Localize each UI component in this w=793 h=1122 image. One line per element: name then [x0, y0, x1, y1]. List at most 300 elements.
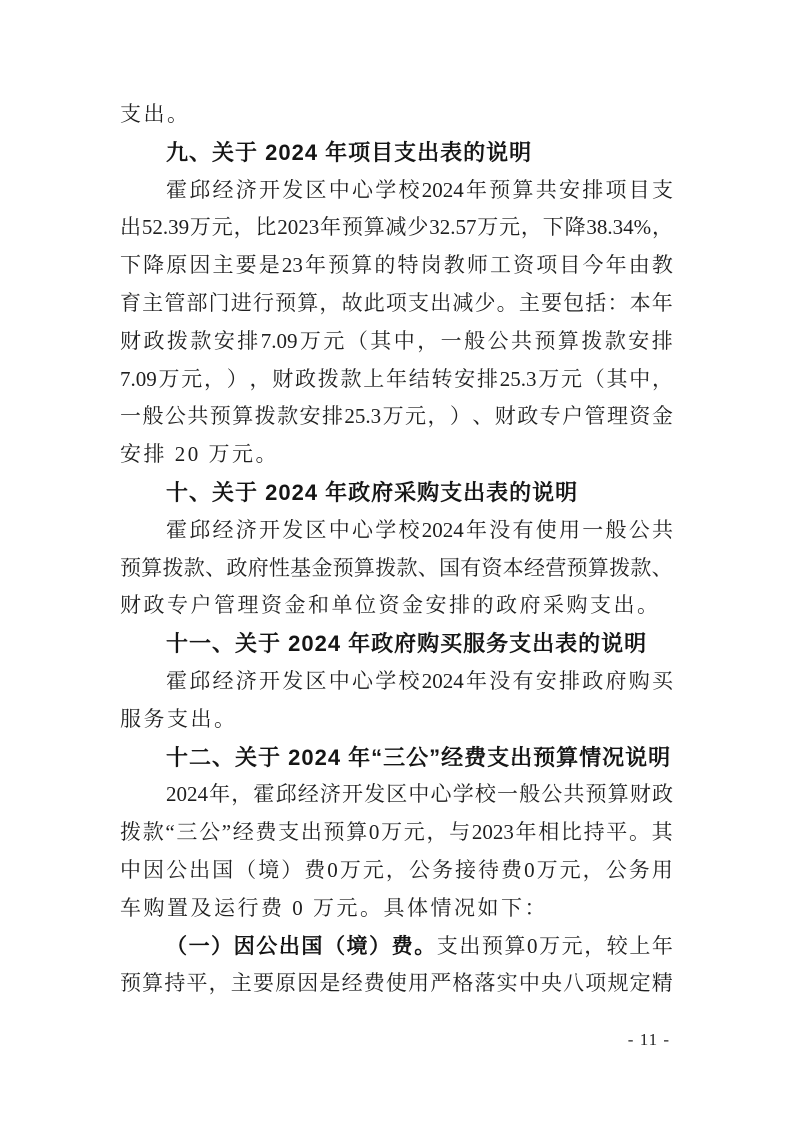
text-run: 。: [628, 820, 650, 845]
text-run: 中: [393, 328, 415, 353]
text-run: 元: [405, 404, 426, 429]
text-line: [120, 323, 673, 361]
text-run: 万: [477, 215, 499, 240]
text-run: 一: [440, 328, 462, 353]
text-run: 的: [374, 253, 396, 278]
text-run: 23: [281, 253, 303, 278]
para-section-10-government-procurement: [120, 512, 673, 625]
text-run: 规: [607, 971, 629, 996]
text-run: 开: [259, 517, 280, 542]
text-line: [120, 928, 673, 966]
text-run: 发: [282, 517, 304, 542]
text-run: 年: [651, 933, 673, 958]
text-run: 中: [328, 177, 350, 202]
text-run: 元: [211, 215, 233, 240]
text-line: [120, 663, 673, 701]
text-run: 算: [512, 177, 534, 202]
text-run: 原: [166, 253, 188, 278]
text-run: 元: [499, 215, 521, 240]
text-run: 项: [385, 290, 407, 315]
text-run: 由: [628, 253, 650, 278]
text-run: 霍: [166, 177, 187, 202]
text-run: 使: [385, 971, 407, 996]
text-run: 要: [252, 971, 274, 996]
text-run: 岗: [420, 253, 442, 278]
bold-run: 一: [188, 933, 210, 958]
text-line: [120, 890, 673, 928]
text-run: 万: [189, 215, 211, 240]
text-line: [120, 209, 673, 247]
text-run: 资: [629, 404, 651, 429]
text-run: 款: [183, 555, 205, 580]
text-run: 营: [545, 555, 567, 580]
text-run: 国: [212, 857, 234, 882]
text-run: 府: [247, 555, 269, 580]
text-run: 有: [512, 517, 534, 542]
text-run: 减: [452, 290, 474, 315]
text-run: 般: [142, 404, 164, 429]
text-run: （: [583, 366, 605, 391]
text-run: 款: [396, 555, 418, 580]
text-run: 经: [212, 668, 234, 693]
text-run: 工: [490, 253, 511, 278]
heading-section-12: 十二、关于 2024 年“三公”经费支出预算情况说明: [166, 744, 672, 770]
text-run: 年: [386, 366, 407, 391]
text-run: ，: [652, 366, 673, 391]
text-run: ”: [221, 820, 232, 845]
text-run: 。: [496, 290, 518, 315]
text-run: 八: [563, 971, 585, 996]
text-line: [120, 776, 673, 814]
text-line: [120, 285, 673, 323]
text-run: ，: [249, 366, 271, 391]
text-run: 原: [275, 971, 297, 996]
text-run: 接: [454, 857, 476, 882]
text-run: 算: [587, 555, 609, 580]
text-run: 共: [535, 177, 557, 202]
bold-run: 。: [414, 933, 436, 958]
text-run: 金: [651, 404, 673, 429]
text-line: [120, 814, 673, 852]
text-run: 特: [397, 253, 419, 278]
heading-section-10: 十、关于 2024 年政府采购支出表的说明: [166, 479, 579, 505]
text-run: 年: [605, 253, 627, 278]
text-run: 一: [120, 404, 141, 429]
text-run: 区: [305, 517, 327, 542]
text-run: 出: [300, 820, 322, 845]
text-run: 款: [630, 555, 652, 580]
text-run: 因: [189, 253, 211, 278]
text-run: 预: [481, 933, 503, 958]
text-run: 25.3: [344, 404, 382, 429]
text-run: ，: [582, 857, 604, 882]
text-run: ，: [385, 857, 407, 882]
text-run: 门: [208, 290, 230, 315]
text-run: 邱: [275, 782, 297, 807]
text-run: 本: [629, 290, 651, 315]
text-run: 中: [328, 517, 350, 542]
bold-run: （: [166, 933, 187, 958]
text-run: 邱: [189, 517, 211, 542]
text-run: 政: [143, 328, 165, 353]
text-run: ，: [233, 215, 255, 240]
text-run: 包: [563, 290, 585, 315]
text-run: 邱: [189, 668, 211, 693]
text-run: 拨: [166, 328, 188, 353]
text-run: 出: [430, 290, 452, 315]
text-run: ，: [204, 366, 225, 391]
text-run: 万: [536, 857, 558, 882]
text-run: 元: [561, 933, 583, 958]
text-run: 万: [382, 404, 404, 429]
text-run: 年: [209, 782, 231, 807]
text-run: 年: [466, 177, 487, 202]
text-run: 算: [363, 215, 385, 240]
text-run: 心: [352, 177, 373, 202]
text-run: 户: [562, 404, 584, 429]
text-run: 费: [255, 820, 277, 845]
text-run: 年: [466, 517, 487, 542]
text-run: 费: [501, 857, 523, 882]
text-line: [120, 247, 673, 285]
text-run: 待: [478, 857, 499, 882]
text-run: 算: [142, 971, 164, 996]
text-run: 其: [606, 366, 628, 391]
text-run: 支出。: [120, 102, 191, 126]
text-run: 政: [295, 366, 316, 391]
text-run: ，: [427, 404, 449, 429]
text-run: 府: [605, 668, 627, 693]
text-run: 相: [538, 820, 560, 845]
text-run: 管: [584, 404, 606, 429]
text-run: 经: [212, 517, 234, 542]
text-run: 一: [496, 782, 518, 807]
text-run: 拨: [317, 366, 339, 391]
text-run: 主: [518, 290, 540, 315]
text-run: ，: [319, 290, 341, 315]
text-line: [120, 172, 673, 210]
text-run: 括: [585, 290, 607, 315]
text-run: 共: [187, 404, 209, 429]
text-run: 费: [304, 857, 326, 882]
text-run: 万: [538, 366, 560, 391]
text-run: 管: [164, 290, 186, 315]
text-run: 开: [259, 177, 280, 202]
text-run: 年: [466, 668, 487, 693]
text-run: 少: [407, 215, 429, 240]
text-run: 平: [186, 971, 208, 996]
text-run: 中: [408, 782, 430, 807]
text-run: 济: [319, 782, 341, 807]
text-run: 经: [524, 555, 546, 580]
text-run: 元: [362, 857, 384, 882]
text-run: 支: [652, 177, 673, 202]
text-run: 用: [651, 857, 673, 882]
text-run: 共: [652, 517, 673, 542]
text-run: 出: [459, 933, 481, 958]
text-run: 万: [299, 328, 321, 353]
text-run: 7.09: [260, 328, 298, 353]
text-line: [120, 398, 673, 436]
text-line: [120, 550, 673, 588]
text-run: 预: [120, 555, 141, 580]
bold-run: ）: [211, 933, 233, 958]
text-run: 故: [341, 290, 363, 315]
text-run: 霍: [166, 517, 187, 542]
text-run: 公: [487, 328, 509, 353]
text-run: 邱: [189, 177, 211, 202]
text-run: 政: [582, 668, 604, 693]
text-run: 0: [327, 857, 338, 882]
text-run: 严: [430, 971, 452, 996]
text-run: 项: [605, 177, 627, 202]
text-run: 区: [305, 668, 327, 693]
text-run: 安: [559, 177, 580, 202]
text-run: 财: [120, 328, 141, 353]
bold-run: ）: [369, 933, 391, 958]
text-run: 排: [559, 668, 580, 693]
text-run: 0: [368, 820, 380, 845]
text-run: 其: [370, 328, 392, 353]
text-run: 经: [297, 782, 319, 807]
text-run: 上: [363, 366, 385, 391]
text-run: 万: [339, 857, 361, 882]
text-run: “: [165, 820, 175, 845]
text-run: 预: [489, 177, 511, 202]
text-run: 没: [489, 668, 511, 693]
heading-section-9: 九、关于 2024 年项目支出表的说明: [166, 139, 533, 165]
text-run: 排: [582, 177, 604, 202]
text-run: 国: [438, 555, 460, 580]
text-run: 安: [213, 328, 235, 353]
text-run: 霍: [253, 782, 275, 807]
text-run: 买: [652, 668, 673, 693]
text-run: 算: [353, 555, 375, 580]
text-run: 2023: [277, 215, 320, 240]
text-run: 2023: [471, 820, 514, 845]
text-run: 排: [237, 328, 259, 353]
page-number: - 11 -: [627, 1030, 670, 1049]
text-run: 公: [166, 857, 188, 882]
text-run: 、: [472, 404, 494, 429]
text-run: 元: [403, 820, 425, 845]
text-run: 心: [352, 517, 373, 542]
text-run: 与: [449, 820, 471, 845]
text-run: 安: [535, 668, 557, 693]
text-run: 项: [536, 253, 558, 278]
text-run: 2024: [166, 782, 208, 807]
text-run: 校: [398, 177, 420, 202]
text-run: 用: [408, 971, 430, 996]
text-run: 下: [120, 253, 141, 278]
text-run: 38.34%: [586, 215, 652, 240]
text-run: 、: [205, 555, 227, 580]
text-run: 比: [255, 215, 277, 240]
text-run: ，: [208, 971, 230, 996]
text-run: 预: [323, 820, 345, 845]
text-run: 公: [541, 782, 563, 807]
text-run: 0: [527, 933, 538, 958]
text-run: 共: [563, 782, 585, 807]
text-run: 资: [481, 555, 503, 580]
text-run: 持: [583, 820, 605, 845]
text-run: 出: [120, 215, 141, 240]
text-run: 、: [417, 555, 439, 580]
text-run: 下: [542, 215, 564, 240]
text-run: 三: [176, 820, 198, 845]
text-run: 区: [305, 177, 327, 202]
text-run: 转: [431, 366, 453, 391]
text-run: ，: [426, 820, 448, 845]
text-run: 中: [518, 971, 540, 996]
text-run: 政: [226, 555, 248, 580]
text-run: 资: [513, 253, 535, 278]
text-run: 济: [235, 517, 257, 542]
text-run: 经: [341, 971, 363, 996]
text-run: 目: [628, 177, 650, 202]
text-run: 要: [540, 290, 562, 315]
text-run: 定: [629, 971, 651, 996]
text-run: 预: [328, 253, 350, 278]
text-run: 支: [408, 290, 430, 315]
text-run: 支: [278, 820, 300, 845]
text-run: 元: [561, 366, 582, 391]
text-run: 落: [474, 971, 496, 996]
text-run: 务: [628, 857, 650, 882]
text-run: 2024: [421, 517, 464, 542]
text-run: 上: [629, 933, 651, 958]
text-run: 心: [352, 668, 373, 693]
text-run: 中: [629, 366, 651, 391]
text-run: 万: [539, 933, 561, 958]
text-run: 理: [606, 404, 628, 429]
text-run: 车购置及运行费 0 万元。具体情况如下：: [120, 895, 548, 920]
text-run: ，: [520, 215, 542, 240]
text-run: 政: [651, 782, 673, 807]
text-line: [120, 852, 673, 890]
text-run: 排: [477, 366, 498, 391]
text-run: 务: [431, 857, 453, 882]
text-line: [120, 512, 673, 550]
text-run: 元: [181, 366, 203, 391]
text-run: 校: [398, 517, 420, 542]
text-run: 拨: [120, 820, 141, 845]
text-line: [120, 701, 673, 739]
text-run: 财: [272, 366, 294, 391]
text-run: 学: [375, 177, 397, 202]
text-run: 精: [651, 971, 673, 996]
text-run: 款: [340, 366, 362, 391]
para-continuation-prev-page: [120, 96, 673, 134]
text-run: 用: [559, 517, 580, 542]
text-line: [120, 965, 673, 1003]
text-run: 发: [282, 668, 304, 693]
text-run: 共: [511, 328, 532, 353]
para-section-11-purchased-services: [120, 663, 673, 739]
text-run: 算: [141, 555, 163, 580]
text-run: 校: [398, 668, 420, 693]
text-run: 专: [539, 404, 561, 429]
bold-run: 费: [391, 933, 413, 958]
text-run: ）: [281, 857, 303, 882]
text-run: 经: [232, 820, 254, 845]
text-run: 公: [164, 404, 186, 429]
text-run: 本: [502, 555, 524, 580]
text-run: 济: [235, 668, 257, 693]
heading-section-11: 十一、关于 2024 年政府购买服务支出表的说明: [166, 631, 648, 657]
text-run: 教: [651, 253, 673, 278]
text-run: 算: [351, 253, 373, 278]
text-run: 境: [258, 857, 280, 882]
text-run: 公: [605, 857, 627, 882]
text-run: 拨: [375, 555, 397, 580]
text-run: 一: [582, 517, 604, 542]
text-run: 款: [277, 404, 299, 429]
text-run: （: [235, 857, 257, 882]
text-run: 基: [290, 555, 312, 580]
text-run: 预: [120, 971, 141, 996]
text-run: 少: [474, 290, 496, 315]
text-run: 心: [430, 782, 452, 807]
bold-run: 公: [256, 933, 278, 958]
text-run: 万: [381, 820, 403, 845]
text-run: 霍: [166, 668, 187, 693]
text-run: 结: [408, 366, 430, 391]
text-run: 安: [299, 404, 321, 429]
text-run: 因: [297, 971, 319, 996]
text-line: [120, 96, 673, 134]
text-run: 实: [496, 971, 518, 996]
text-run: 金: [311, 555, 333, 580]
text-run: 排: [651, 328, 673, 353]
text-run: ，: [651, 215, 673, 240]
text-run: 般: [464, 328, 486, 353]
text-run: 预: [332, 555, 354, 580]
text-run: 财政专户管理资金和单位资金安排的政府采购支出。: [120, 593, 661, 618]
text-run: 般: [519, 782, 541, 807]
text-run: 有: [512, 668, 534, 693]
text-run: 服务支出。: [120, 706, 238, 731]
text-run: 预: [566, 555, 588, 580]
text-run: 2024: [421, 177, 464, 202]
text-run: 目: [559, 253, 581, 278]
text-run: 款: [190, 328, 212, 353]
text-run: 万: [158, 366, 180, 391]
text-run: 发: [282, 177, 304, 202]
text-run: 财: [494, 404, 516, 429]
text-run: 安: [628, 328, 650, 353]
text-run: 安排 20 万元。: [120, 442, 279, 467]
text-run: 开: [341, 782, 363, 807]
para-section-12-three-public-funds: [120, 776, 673, 927]
text-run: ，: [231, 782, 253, 807]
text-run: 没: [489, 517, 511, 542]
text-run: 算: [232, 404, 254, 429]
para-item-1-overseas-travel: [120, 928, 673, 1004]
text-run: 发: [364, 782, 386, 807]
text-run: 购: [628, 668, 650, 693]
text-run: 使: [535, 517, 557, 542]
text-run: 央: [540, 971, 562, 996]
text-run: 区: [386, 782, 408, 807]
text-run: 款: [604, 328, 626, 353]
text-run: 公: [199, 820, 221, 845]
text-run: ）: [226, 366, 248, 391]
text-run: （: [346, 328, 368, 353]
text-run: 平: [606, 820, 628, 845]
text-run: 部: [186, 290, 208, 315]
text-run: 0: [524, 857, 535, 882]
